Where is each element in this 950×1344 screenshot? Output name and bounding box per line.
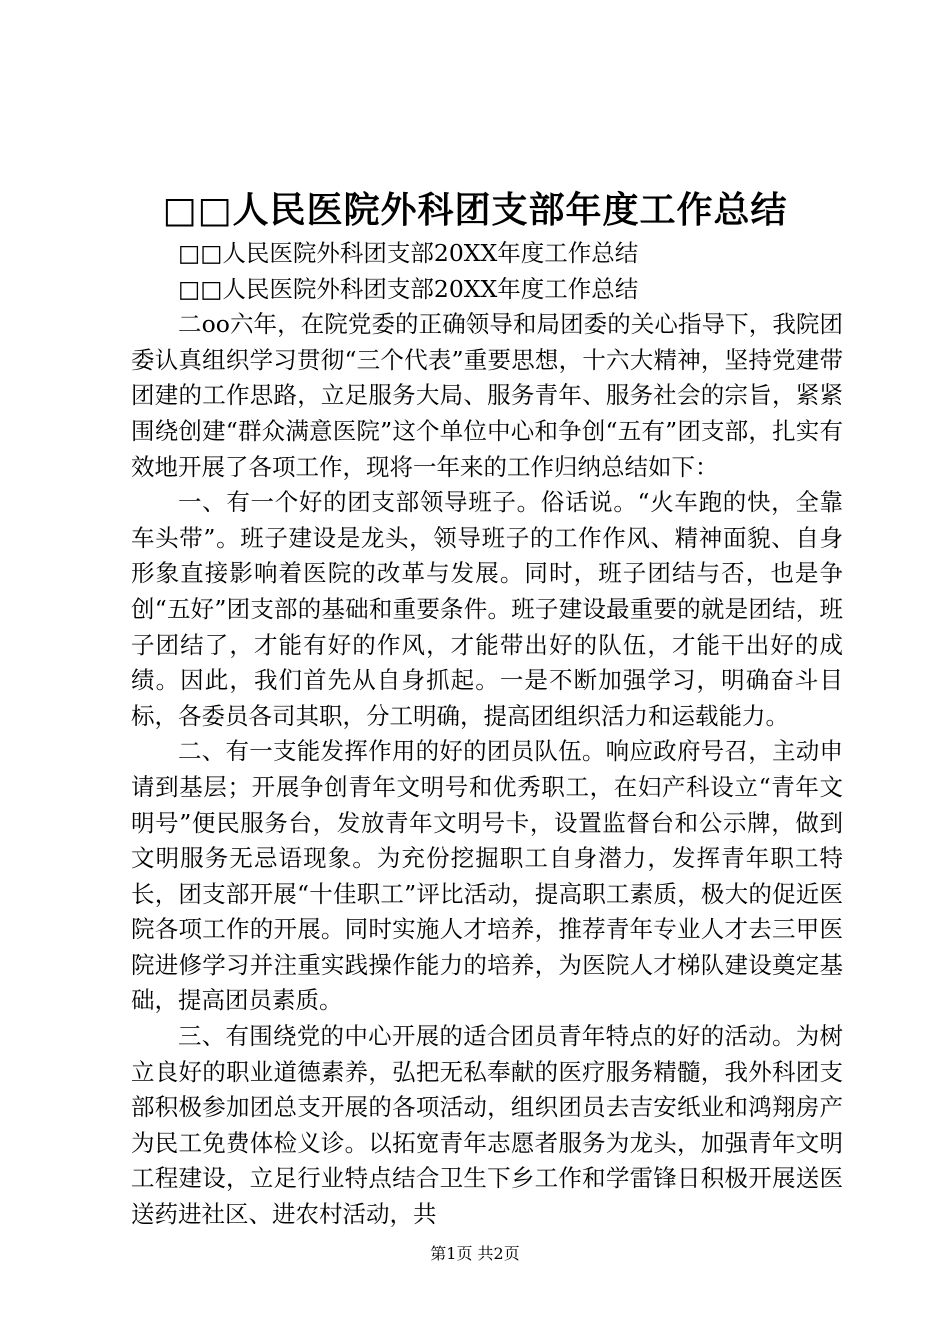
document-body [131,236,843,1233]
section-one-paragraph: 一、有一个好的团支部领导班子。俗话说。“火车跑的快，全靠车头带”。班子建设是龙头，领导班子的工作作风、精神面貌、自身形象直接影响着医院的改革与发展。同时，班子团结与否，也是争创“五好”团支部的基础和重要条件。班子建设最重要的就是团结，班子团结了，才能有好的作风，才能带出好的队伍，才能干出好的成绩。因此，我们首先从自身抓起。一是不断加强学习，明确奋斗目标，各委员各司其职，分工明确，提高团组织活力和运载能力。 [131,488,843,730]
section-two-paragraph: 二、有一支能发挥作用的好的团员队伍。响应政府号召，主动申请到基层；开展争创青年文明号和优秀职工，在妇产科设立“青年文明号”便民服务台，发放青年文明号卡，设置监督台和公示牌，做到文明服务无忌语现象。为充份挖掘职工自身潜力，发挥青年职工特长，团支部开展“十佳职工”评比活动，提高职工素质，极大的促近医院各项工作的开展。同时实施人才培养，推荐青年专业人才去三甲医院进修学习并注重实践操作能力的培养，为医院人才梯队建设奠定基础，提高团员素质。 [131,737,843,1015]
page-number-footer: 第1页 共2页 [430,1244,520,1263]
section-three-paragraph: 三、有围绕党的中心开展的适合团员青年特点的好的活动。为树立良好的职业道德素养，弘把无私奉献的医疗服务精髓，我外科团支部积极参加团总支开展的各项活动，组织团员去吉安纸业和鸿翔房产为民工免费体检义诊。以拓宽青年志愿者服务为龙头，加强青年文明工程建设，立足行业特点结合卫生下乡工作和学雷锋日积极开展送医送药进社区、进农村活动，共 [131,1022,843,1229]
intro-paragraph: 二oo六年，在院党委的正确领导和局团委的关心指导下，我院团委认真组织学习贯彻“三个代表”重要思想，十六大精神，坚持党建带团建的工作思路，立足服务大局、服务青年、服务社会的宗旨，紧紧围绕创建“群众满意医院”这个单位中心和争创“五有”团支部，扎实有效地开展了各项工作，现将一年来的工作归纳总结如下： [131,310,843,481]
document-title: □□人民医院外科团支部年度工作总结 [162,189,788,231]
subtitle-line: □□人民医院外科团支部20XX年度工作总结 [178,274,639,303]
subtitle-line: □□人民医院外科团支部20XX年度工作总结 [178,239,639,267]
